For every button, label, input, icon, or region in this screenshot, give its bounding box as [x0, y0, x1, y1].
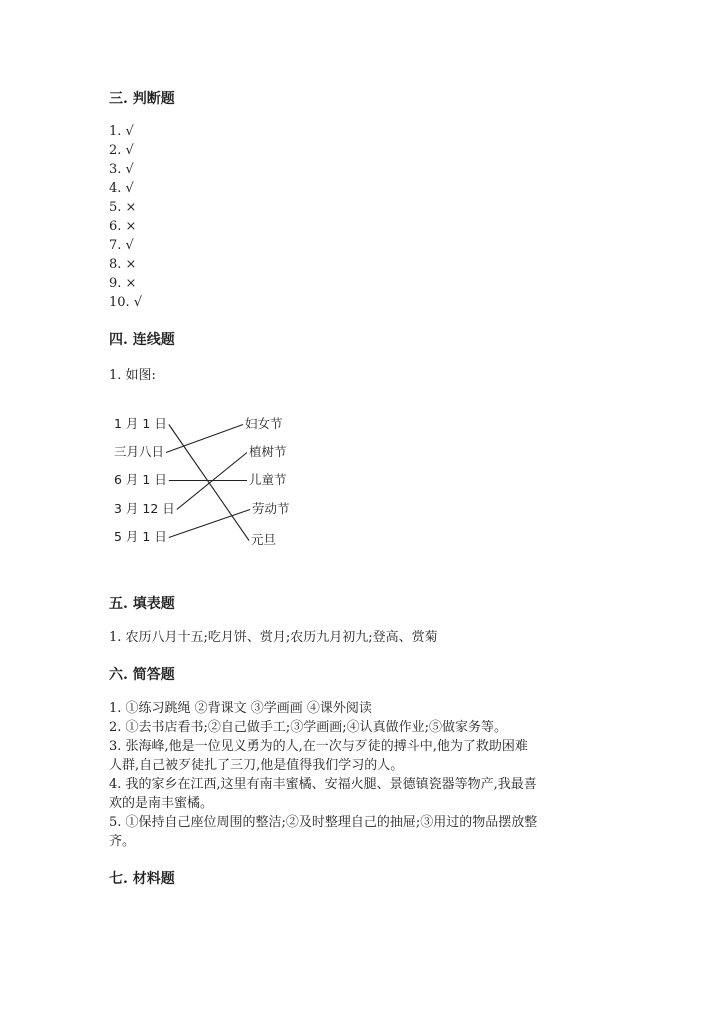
answer-item: 4. √: [109, 181, 134, 196]
short-answer-line: 人群,自己被歹徒扎了三刀,他是值得我们学习的人。: [109, 758, 404, 773]
short-answer-line: 齐。: [109, 834, 136, 849]
matching-intro: 1. 如图:: [109, 368, 156, 383]
short-answer-line: 3. 张海峰,他是一位见义勇为的人,在一次与歹徒的搏斗中,他为了救助困难: [109, 739, 528, 754]
section-3-title: 三. 判断题: [109, 91, 175, 107]
short-answer-line: 欢的是南丰蜜橘。: [109, 796, 214, 811]
answer-item: 7. √: [109, 238, 134, 253]
right-label: 劳动节: [252, 501, 290, 516]
section-6-title: 六. 简答题: [109, 667, 175, 683]
answer-item: 8. ×: [109, 257, 137, 272]
right-label: 元旦: [251, 532, 277, 547]
right-label: 妇女节: [245, 416, 283, 431]
fill-table-answer: 1. 农历八月十五;吃月饼、赏月;农历九月初九;登高、赏菊: [109, 630, 438, 645]
short-answer-line: 5. ①保持自己座位周围的整洁;②及时整理自己的抽屉;③用过的物品摆放整: [109, 815, 538, 830]
answer-item: 10. √: [109, 295, 143, 310]
left-label: 1 月 1 日: [114, 416, 167, 431]
left-label: 三月八日: [114, 444, 165, 459]
short-answer-line: 2. ①去书店看书;②自己做手工;③学画画;④认真做作业;⑤做家务等。: [109, 720, 508, 735]
left-label: 3 月 12 日: [114, 501, 175, 516]
answer-item: 1. √: [109, 124, 134, 139]
answer-item: 9. ×: [109, 276, 137, 291]
left-label: 5 月 1 日: [114, 529, 167, 544]
connector-line: [166, 425, 243, 453]
answer-item: 3. √: [109, 162, 134, 177]
answer-item: 2. √: [109, 143, 134, 158]
section-5-title: 五. 填表题: [109, 596, 175, 612]
short-answer-line: 4. 我的家乡在江西,这里有南丰蜜橘、安福火腿、景德镇瓷器等物产,我最喜: [109, 777, 537, 792]
left-label: 6 月 1 日: [114, 472, 167, 487]
answer-item: 6. ×: [109, 219, 137, 234]
section-7-title: 七. 材料题: [109, 871, 175, 887]
right-label: 植树节: [249, 444, 287, 459]
right-label: 儿童节: [249, 472, 287, 487]
short-answer-line: 1. ①练习跳绳 ②背课文 ③学画画 ④课外阅读: [109, 701, 372, 716]
matching-diagram: [100, 405, 320, 555]
true-false-answer-list: [109, 122, 142, 312]
section-4-title: 四. 连线题: [109, 332, 175, 348]
answer-item: 5. ×: [109, 200, 137, 215]
